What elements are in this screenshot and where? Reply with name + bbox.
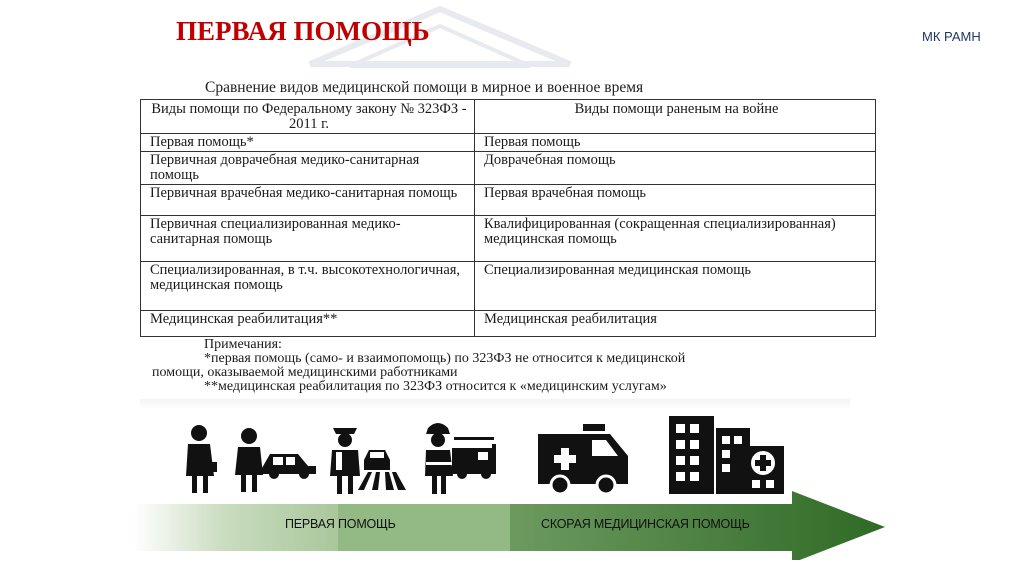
notes-heading: Примечания: (204, 337, 282, 352)
table-row (141, 134, 876, 152)
care-progression-arrow (0, 490, 1024, 560)
table-header-row (141, 100, 876, 134)
comparison-table (140, 99, 876, 337)
cell-law: Первичная врачебная медико-санитарная помощь (141, 185, 475, 216)
note-rehabilitation: **медицинская реабилитация по 323ФЗ относится к «медицинским услугам» (204, 379, 667, 394)
table-row (141, 262, 876, 311)
header-cell-war: Виды помощи раненым на войне (475, 100, 876, 134)
header-cell-law: Виды помощи по Федеральному закону № 323ФЗ - 2011 г. (141, 100, 475, 134)
arrow-label-emergency-care: СКОРАЯ МЕДИЦИНСКАЯ ПОМОЩЬ (541, 517, 750, 531)
cell-law: Медицинская реабилитация** (141, 311, 475, 337)
pedestrian-icon (235, 428, 263, 492)
table-row (141, 185, 876, 216)
cell-war: Специализированная медицинская помощь (475, 262, 876, 311)
cell-law: Первичная специализированная медико-санитарная помощь (141, 216, 475, 262)
police-officer-icon (330, 428, 360, 494)
table-row (141, 152, 876, 185)
businessman-icon (186, 425, 217, 493)
hospital-icon (669, 416, 784, 494)
ambulance-icon (538, 424, 628, 494)
table-caption: Сравнение видов медицинской помощи в мирное и военное время (205, 79, 644, 96)
arrow-label-first-aid: ПЕРВАЯ ПОМОЩЬ (285, 517, 396, 531)
cell-law: Первая помощь* (141, 134, 475, 152)
table-row (141, 311, 876, 337)
cell-law: Специализированная, в т.ч. высокотехнологичная, медицинская помощь (141, 262, 475, 311)
cell-war: Квалифицированная (сокращенная специализированная) медицинская помощь (475, 216, 876, 262)
icons-row (0, 410, 1024, 500)
crosswalk-car-icon (358, 450, 406, 490)
cell-war: Первая врачебная помощь (475, 185, 876, 216)
fire-truck-icon (452, 437, 496, 479)
cell-war: Первая помощь (475, 134, 876, 152)
cell-war: Доврачебная помощь (475, 152, 876, 185)
note-first-aid-cont: помощи, оказываемой медицинскими работниками (152, 365, 458, 380)
scan-strip (140, 399, 850, 409)
note-first-aid: *первая помощь (само- и взаимопомощь) по 323ФЗ не относится к медицинской (204, 351, 686, 366)
car-icon (262, 454, 316, 479)
cell-war: Медицинская реабилитация (475, 311, 876, 337)
firefighter-icon (425, 423, 453, 494)
table-row (141, 216, 876, 262)
brand-label: МК РАМН (922, 29, 981, 44)
table-notes (152, 338, 872, 394)
page-title: ПЕРВАЯ ПОМОЩЬ (176, 16, 430, 46)
cell-law: Первичная доврачебная медико-санитарная помощь (141, 152, 475, 185)
